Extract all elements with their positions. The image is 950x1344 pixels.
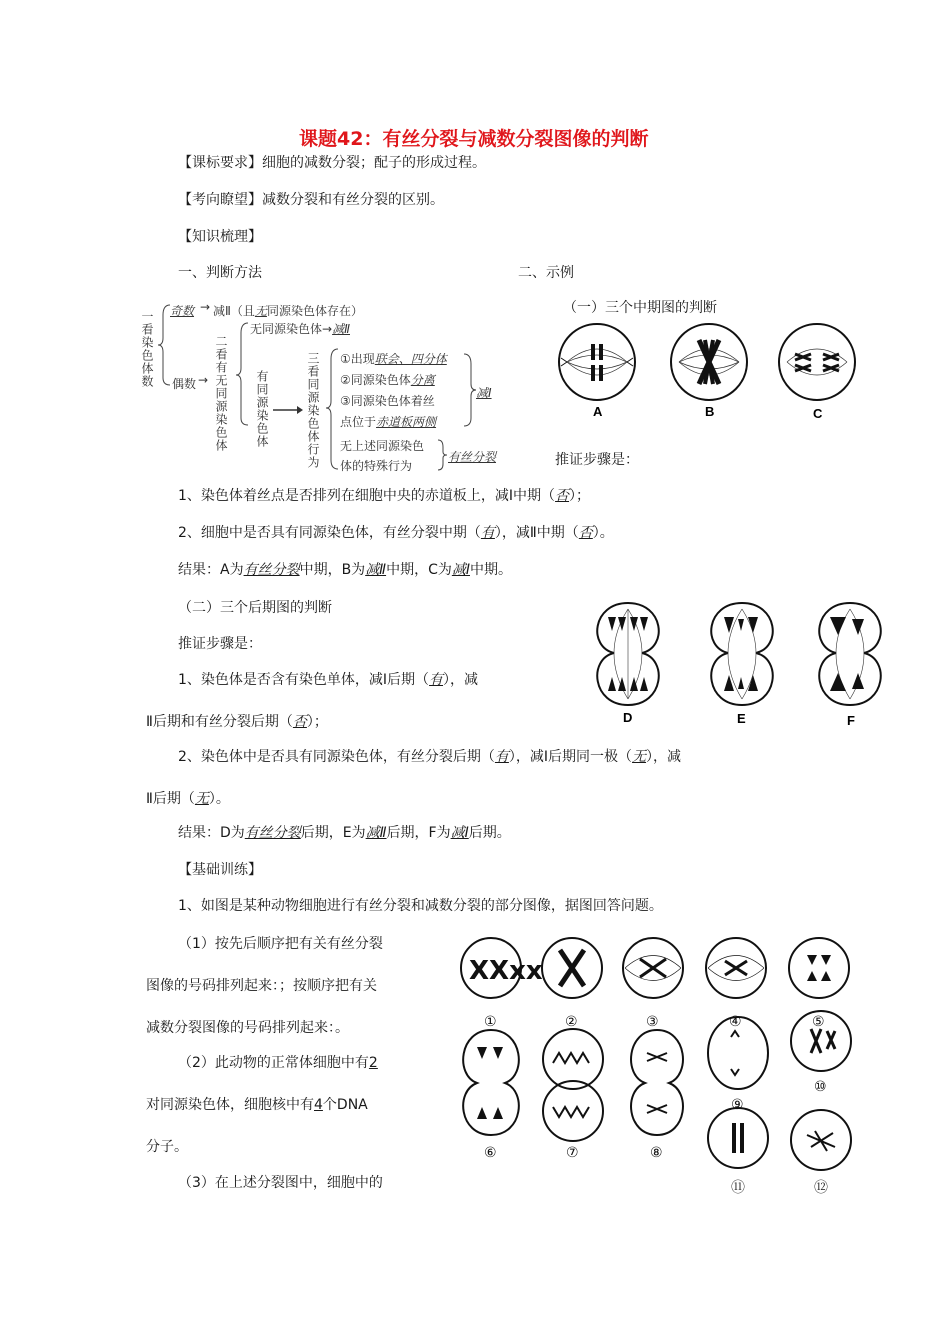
label-5: ⑤ — [812, 1014, 825, 1030]
cell-c — [779, 324, 855, 400]
knowledge-heading: 【知识梳理】 — [178, 229, 262, 245]
cell-a — [559, 324, 635, 400]
label-7: ⑦ — [566, 1145, 579, 1161]
training-heading: 【基础训练】 — [178, 862, 262, 878]
even-label: 偶数 — [172, 377, 197, 391]
label-2: ② — [565, 1014, 578, 1030]
training-p2-l3: 分子。 — [146, 1139, 188, 1155]
outlook-text: 减数分裂和有丝分裂的区别。 — [262, 192, 444, 208]
label-b: B — [705, 404, 715, 419]
label-a: A — [593, 404, 603, 419]
label-10: ⑩ — [814, 1079, 827, 1095]
arrow-icon: → — [200, 300, 211, 314]
example2-result: 结果：D为有丝分裂后期，E为减Ⅱ后期，F为减Ⅰ后期。 — [178, 825, 511, 841]
label-1: ① — [484, 1014, 497, 1030]
arrow-icon — [273, 404, 303, 416]
odd-result: 减Ⅱ（且无同源染色体存在） — [213, 304, 363, 318]
behavior-4a: 无上述同源染色 — [340, 439, 425, 453]
behavior-4b: 体的特殊行为 — [340, 459, 413, 473]
fig-11 — [708, 1108, 768, 1168]
training-p1-l2: 图像的号码排列起来：；按顺序把有关 — [146, 978, 377, 994]
curriculum-requirement — [178, 152, 486, 172]
fig-8 — [631, 1030, 683, 1135]
example2-steps-label: 推证步骤是： — [178, 636, 262, 652]
mitosis-result: 有丝分裂 — [448, 450, 497, 464]
section-method: 一、判断方法 — [178, 265, 262, 281]
step3-label: 三看同源染色体行为 — [306, 352, 320, 469]
example1-q2: 2、细胞中是否具有同源染色体，有丝分裂中期（有），减Ⅱ中期（否）。 — [178, 525, 614, 541]
fig-6 — [463, 1030, 519, 1135]
curriculum-label: 【课标要求】 — [178, 155, 262, 171]
cell-d — [597, 603, 658, 705]
example2-q1: 1、染色体是否含有染色单体，减Ⅰ后期（有），减 — [178, 672, 479, 688]
training-q1: 1、如图是某种动物细胞进行有丝分裂和减数分裂的部分图像，据图回答问题。 — [178, 898, 663, 914]
no-homolog: 无同源染色体→减Ⅱ — [250, 322, 350, 336]
exam-outlook — [178, 189, 444, 209]
training-p1-l3: 减数分裂图像的号码排列起来：。 — [146, 1020, 349, 1036]
label-f: F — [847, 713, 855, 728]
label-12: ⑫ — [814, 1180, 828, 1196]
fig-5 — [789, 938, 849, 998]
example1-steps-label: 推证步骤是： — [555, 452, 639, 468]
step1-label: 一看染色体数 — [140, 310, 154, 388]
training-p3-l1: （3）在上述分裂图中，细胞中的 — [178, 1175, 383, 1191]
training-p2-l2: 对同源染色体，细胞核中有4个DNA — [146, 1097, 368, 1113]
label-c: C — [813, 406, 823, 421]
outlook-label: 【考向瞭望】 — [178, 192, 262, 208]
label-8: ⑧ — [650, 1145, 663, 1161]
example1-q1: 1、染色体着丝点是否排列在细胞中央的赤道板上，减Ⅰ中期（否）； — [178, 488, 591, 504]
behavior-1: ①出现联会、四分体 — [340, 352, 447, 366]
has-homolog: 有同源染色体 — [255, 370, 269, 448]
example2-q1-line2: Ⅱ后期和有丝分裂后期（否）； — [146, 714, 328, 730]
division-figures — [455, 935, 865, 1200]
curriculum-text: 细胞的减数分裂；配子的形成过程。 — [262, 155, 486, 171]
label-e: E — [737, 711, 746, 726]
section-example: 二、示例 — [518, 265, 574, 281]
label-d: D — [623, 710, 633, 725]
metaphase-figures — [555, 320, 865, 425]
label-6: ⑥ — [484, 1145, 497, 1161]
label-3: ③ — [646, 1014, 659, 1030]
svg-text:XXxx: XXxx — [469, 956, 543, 986]
odd-label: 奇数 — [170, 304, 195, 318]
cell-b — [671, 324, 747, 400]
page-title: 课题42：有丝分裂与减数分裂图像的判断 — [299, 128, 649, 150]
example1-heading: （一）三个中期图的判断 — [563, 300, 717, 316]
cell-f — [819, 603, 880, 705]
label-4: ④ — [729, 1014, 742, 1030]
arrow-icon: → — [198, 373, 209, 387]
behavior-2: ②同源染色体分离 — [340, 373, 435, 387]
training-p1-l1: （1）按先后顺序把有关有丝分裂 — [178, 936, 383, 952]
example2-q2-line2: Ⅱ后期（无）。 — [146, 791, 230, 807]
anaphase-figures — [585, 595, 895, 730]
training-p2-l1: （2）此动物的正常体细胞中有2 — [178, 1055, 378, 1071]
example2-heading: （二）三个后期图的判断 — [178, 600, 332, 616]
behavior-3b: 点位于赤道板两侧 — [340, 415, 437, 429]
label-9: ⑨ — [731, 1097, 744, 1113]
behavior-3a: ③同源染色体着丝 — [340, 394, 435, 408]
cell-e — [711, 603, 772, 705]
meiosis1-result: 减Ⅰ — [476, 386, 492, 400]
step2-label: 二看有无同源染色体 — [214, 335, 228, 452]
example2-q2: 2、染色体中是否具有同源染色体，有丝分裂后期（有），减Ⅰ后期同一极（无），减 — [178, 749, 682, 765]
label-11: ⑪ — [731, 1180, 745, 1196]
example1-result: 结果：A为有丝分裂中期，B为减Ⅱ中期，C为减Ⅰ中期。 — [178, 562, 512, 578]
